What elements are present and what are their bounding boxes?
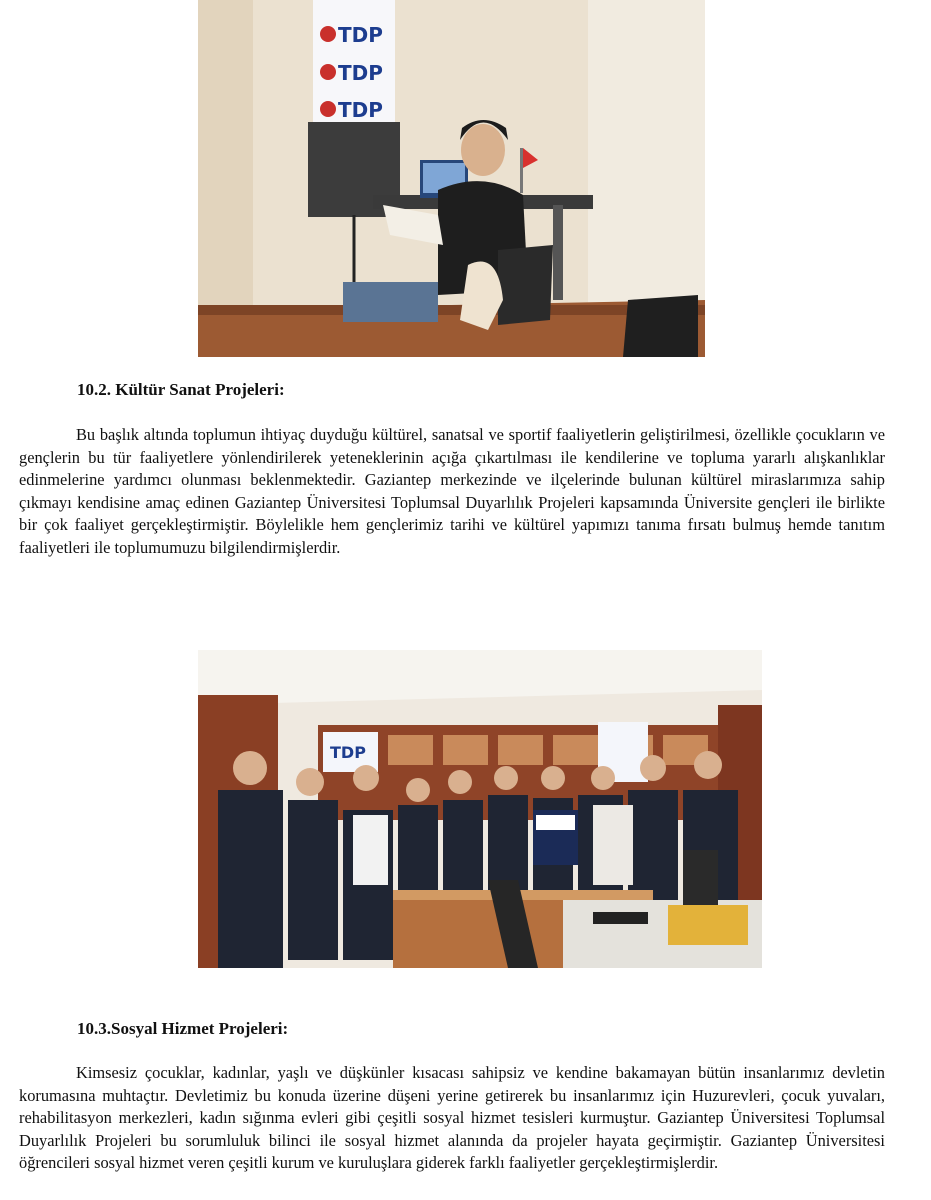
section-paragraph-sosyal-hizmet: Kimsesiz çocuklar, kadınlar, yaşlı ve düşkünler kısacası sahipsiz ve kendine bakamayan bütün insanlarımız devletin korumasına muhtaçtır. Devletimiz bu konuda üzerine düşeni yerine getirerek bu insanlarımız için Huzurevleri, çocuk yuvaları, rehabilitasyon merkezleri, kadın sığınma evleri gibi çeşitli sosyal hizmet tesisleri kurmuştur. Gaziantep Üniversitesi Toplumsal Duyarlılık Projeleri bu sorumluluk bilinci ile sosyal hizmet alanında da projeler hayata geçirmiştir. Gaziantep Üniversitesi öğrencileri sosyal hizmet veren çeşitli kurum ve kuruluşlara giderek farklı faaliyetler gerçekleştirmişlerdir.	[19, 1063, 885, 1172]
svg-text:TDP: TDP	[338, 98, 383, 122]
section-paragraph-kultur-sanat: Bu başlık altında toplumun ihtiyaç duyduğu kültürel, sanatsal ve sportif faaliyetlerin geliştirilmesi, özellikle çocukların ve gençlerin bu tür faaliyetlere yönlendirilerek yeteneklerinin açığa çıkartılması ile kendilerine ve topluma yararlı alışkanlıklar edinmelerine yardımcı olunması beklenmektedir. Gaziantep merkezinde ve ilçelerinde bulunan kültürel miraslarımıza sahip çıkmayı kendisine amaç edinen Gaziantep Üniversitesi Toplumsal Duyarlılık Projeleri kapsamında Üniversite gençleri ile birlikte bir çok faaliyet gerçekleştirmiştir. Böylelikle hem gençlerimiz tarihi ve kültürel yapımızı tanıma fırsatı bulmuş hemde tanıtım faaliyetleri ile toplumumuzu bilgilendirmişlerdir.	[19, 425, 885, 557]
group-photo	[198, 650, 762, 968]
section-heading-sosyal-hizmet: 10.3.Sosyal Hizmet Projeleri:	[77, 1019, 289, 1038]
svg-text:TDP: TDP	[338, 23, 383, 47]
recording-studio-photo	[198, 0, 705, 357]
group-banner-text: TDP	[330, 743, 366, 762]
tdp-banner	[320, 23, 383, 122]
svg-text:TDP: TDP	[338, 61, 383, 85]
section-heading-kultur-sanat: 10.2. Kültür Sanat Projeleri:	[77, 380, 285, 399]
